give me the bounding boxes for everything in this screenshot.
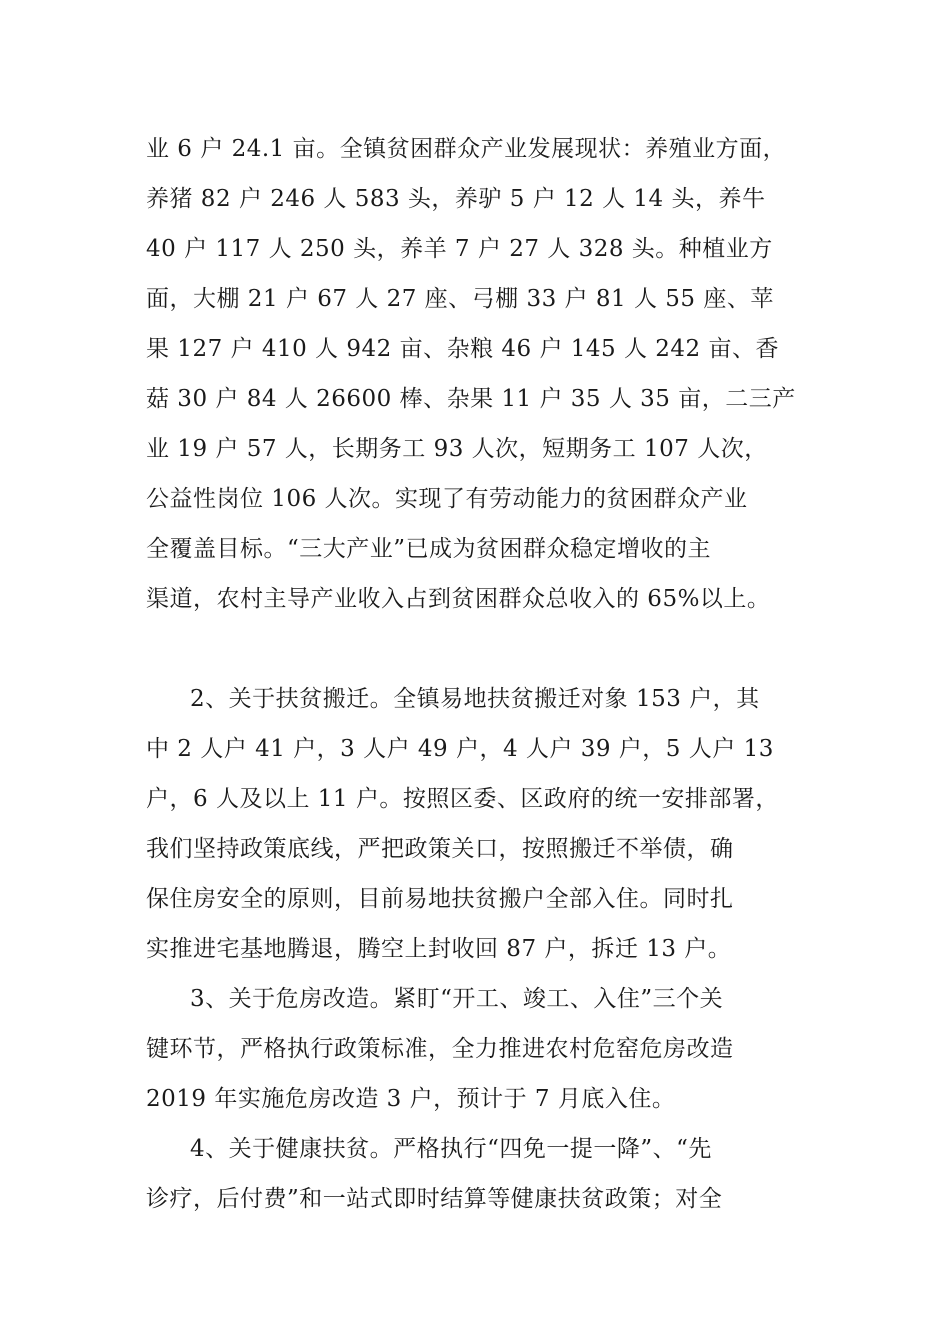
text-line-4: 面，大棚 21 户 67 人 27 座、弓棚 33 户 81 人 55 座、苹	[146, 286, 774, 312]
text-line-8: 公益性岗位 106 人次。实现了有劳动能力的贫困群众产业	[146, 486, 748, 512]
text-line-13: 户，6 人及以上 11 户。按照区委、区政府的统一安排部署，	[146, 786, 779, 812]
text-line-21: 诊疗，后付费”和一站式即时结算等健康扶贫政策；对全	[146, 1186, 723, 1212]
text-line-3: 40 户 117 人 250 头，养羊 7 户 27 人 328 头。种植业方	[146, 236, 773, 262]
text-line-10: 渠道，农村主导产业收入占到贫困群众总收入的 65%以上。	[146, 586, 771, 612]
text-line-7: 业 19 户 57 人，长期务工 93 人次，短期务工 107 人次，	[146, 436, 768, 462]
text-line-6: 菇 30 户 84 人 26600 棒、杂果 11 户 35 人 35 亩，二三产	[146, 386, 796, 412]
text-line-18: 键环节，严格执行政策标准，全力推进农村危窑危房改造	[146, 1036, 734, 1062]
text-line-17: 3、关于危房改造。紧盯“开工、竣工、入住”三个关	[190, 986, 724, 1012]
text-line-20: 4、关于健康扶贫。严格执行“四免一提一降”、“先	[190, 1136, 712, 1162]
text-line-19: 2019 年实施危房改造 3 户，预计于 7 月底入住。	[146, 1086, 676, 1112]
text-line-12: 中 2 人户 41 户，3 人户 49 户，4 人户 39 户，5 人户 13	[146, 736, 774, 762]
text-line-1: 业 6 户 24.1 亩。全镇贫困群众产业发展现状：养殖业方面，	[146, 136, 787, 162]
text-line-11: 2、关于扶贫搬迁。全镇易地扶贫搬迁对象 153 户，其	[190, 686, 760, 712]
text-line-14: 我们坚持政策底线，严把政策关口，按照搬迁不举债，确	[146, 836, 734, 862]
text-line-5: 果 127 户 410 人 942 亩、杂粮 46 户 145 人 242 亩、香	[146, 336, 779, 362]
text-line-2: 养猪 82 户 246 人 583 头，养驴 5 户 12 人 14 头，养牛	[146, 186, 766, 212]
text-line-9: 全覆盖目标。“三大产业”已成为贫困群众稳定增收的主	[146, 536, 712, 562]
text-line-16: 实推进宅基地腾退，腾空上封收回 87 户，拆迁 13 户。	[146, 936, 732, 962]
text-line-15: 保住房安全的原则，目前易地扶贫搬户全部入住。同时扎	[146, 886, 734, 912]
